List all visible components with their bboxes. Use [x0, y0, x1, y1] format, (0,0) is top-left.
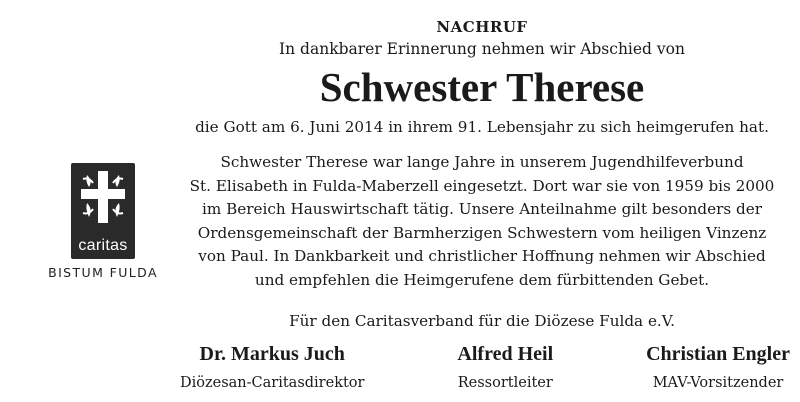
intro-line: In dankbarer Erinnerung nehmen wir Abschied von	[279, 40, 685, 58]
signatory-name: Christian Engler	[646, 343, 790, 365]
obituary-body	[180, 151, 784, 293]
body-line: von Paul. In Dankbarkeit und christlicher Hoffnung nehmen wir Abschied	[198, 247, 766, 266]
signatory-name: Alfred Heil	[457, 343, 554, 365]
caritas-cross-icon	[77, 169, 129, 227]
signatory-role: Ressortleiter	[457, 375, 553, 391]
obituary-notice	[180, 0, 784, 332]
signatory	[457, 342, 553, 393]
body-line: und empfehlen die Heimgerufene dem fürbittenden Gebet.	[254, 270, 710, 289]
death-line: die Gott am 6. Juni 2014 in ihrem 91. Lebensjahr zu sich heimgerufen hat.	[195, 118, 769, 136]
body-line: St. Elisabeth in Fulda-Maberzell eingesetzt. Dort war sie von 1959 bis 2000	[189, 176, 775, 195]
body-line: Ordensgemeinschaft der Barmherzigen Schwestern vom heiligen Vinzenz	[197, 223, 767, 242]
diocese-label: BISTUM FULDA	[48, 265, 158, 280]
notice-heading: NACHRUF	[436, 18, 528, 36]
closing-line: Für den Caritasverband für die Diözese Fulda e.V.	[289, 311, 675, 330]
signatory-role: MAV-Vorsitzender	[652, 375, 784, 391]
signatories	[180, 342, 790, 393]
caritas-logo-block	[28, 163, 178, 280]
caritas-logo	[71, 163, 135, 259]
body-line: Schwester Therese war lange Jahre in unserem Jugendhilfeverbund	[220, 153, 744, 171]
signatory	[180, 342, 364, 393]
signatory-name: Dr. Markus Juch	[199, 343, 345, 365]
caritas-wordmark: caritas	[78, 237, 128, 254]
deceased-name: Schwester Therese	[319, 64, 645, 110]
body-line: im Bereich Hauswirtschaft tätig. Unsere Anteilnahme gilt besonders der	[202, 200, 762, 219]
signatory	[646, 342, 790, 393]
signatory-role: Diözesan-Caritasdirektor	[180, 375, 365, 391]
